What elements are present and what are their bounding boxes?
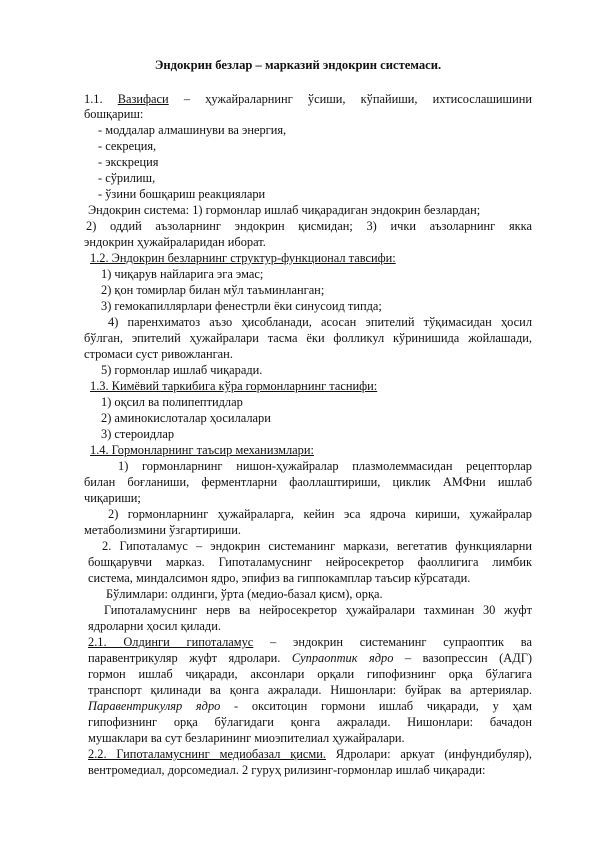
s11-head: Вазифаси xyxy=(117,92,169,106)
s11-cont: бошқариш: xyxy=(84,107,144,121)
s21-line xyxy=(88,699,532,714)
s21-term: Паравентрикуляр ядро xyxy=(88,699,221,713)
s13-item: 2) аминокислоталар ҳосилалари xyxy=(101,411,271,425)
s11-num: 1.1. xyxy=(84,92,118,106)
s12-item: 1) чиқарув найларига эга эмас; xyxy=(101,267,264,281)
s12-item: 3) гемокапиллярлари фенестрли ёки синусоид типда; xyxy=(101,299,382,313)
s22-line xyxy=(88,747,532,762)
s13-item: 1) оқсил ва полипептидлар xyxy=(101,395,243,409)
s11-rest: – ҳужайраларнинг ўсиши, кўпайиши, ихтисослашишини xyxy=(168,92,532,106)
s21-line: транспорт қилинади ва қонга ажралади. Нишонлари: буйрак ва артериялар. xyxy=(88,683,532,697)
s2-line: Гипоталамуснинг нерв ва нейросекретор ҳужайралари тахминан 30 жуфт xyxy=(104,603,532,617)
s22-rest: Ядролари: аркуат (инфундибуляр), xyxy=(325,747,533,761)
s22-line: вентромедиал, дорсомедиал. 2 гуруҳ рилизинг-гормонлар ишлаб чиқаради: xyxy=(88,763,486,777)
s21-text: паравентрикуляр жуфт ядролари. xyxy=(88,651,292,665)
s12-item: 2) қон томирлар билан мўл таъминланган; xyxy=(101,283,325,297)
s13-heading: 1.3. Кимёвий таркибига кўра гормонларнинг таснифи: xyxy=(90,379,378,393)
s11-item: - моддалар алмашинуви ва энергия, xyxy=(98,123,287,137)
s21-rest: – эндокрин системанинг супраоптик ва xyxy=(253,635,532,649)
s14-heading: 1.4. Гормонларнинг таъсир механизмлари: xyxy=(90,443,314,457)
s11-item: - секреция, xyxy=(98,139,157,153)
s2-line: бошқарувчи марказ. Гипоталамуснинг нейросекретор фаоллигига лимбик xyxy=(88,555,532,569)
s2-line: 2. Гипоталамус – эндокрин системанинг маркази, вегетатив функцияларни xyxy=(102,539,532,553)
s11-item: - экскреция xyxy=(98,155,159,169)
s21-line xyxy=(88,651,532,666)
s11-line xyxy=(84,92,532,107)
page-title: Эндокрин безлар – марказий эндокрин системаси. xyxy=(154,58,442,72)
s12-item: 5) гормонлар ишлаб чиқаради. xyxy=(101,363,263,377)
s14-paragraph-line: 1) гормонларнинг нишон-ҳужайралар плазмолеммасидан рецепторлар xyxy=(118,459,532,473)
s21-heading: 2.1. Олдинги гипоталамус xyxy=(88,635,254,649)
s21-line: мушаклари ва сут безларининг миоэпителиал ҳужайралари. xyxy=(88,731,405,745)
s14-paragraph-line: чиқариши; xyxy=(84,491,141,505)
s2-line: система, миндалсимон ядро, эпифиз ва гиппокамплар таъсир кўрсатади. xyxy=(88,571,471,585)
s12-item: 4) паренхиматоз аъзо ҳисобланади, асосан эпителий тўқимасидан ҳосил xyxy=(108,315,532,329)
s14-paragraph-line: билан боғланиши, ферментларни фаоллаштириши, циклик АМФни ишлаб xyxy=(84,475,532,489)
s21-line: гормон ишлаб чиқаради, аксонлари орқали гипофизнинг орқа бўлагига xyxy=(88,667,532,681)
s21-text: - окситоцин гормони ишлаб чиқаради, у ҳам xyxy=(220,699,533,713)
s12-item: бўлган, эпителий ҳужайралари тасма ёки фолликул кўринишида жойлашади, xyxy=(84,331,532,345)
s21-text: – вазопрессин (АДГ) xyxy=(393,651,532,665)
system-line: эндокрин ҳужайраларидан иборат. xyxy=(84,235,266,249)
s11-item: - сўрилиш, xyxy=(98,171,156,185)
s2-line: ядроларни ҳосил қилади. xyxy=(88,619,221,633)
s14-paragraph-line: 2) гормонларнинг ҳужайраларга, кейин эса ядроча кириши, ҳужайралар xyxy=(108,507,532,521)
s21-line xyxy=(88,635,532,650)
system-line: Эндокрин система: 1) гормонлар ишлаб чиқарадиган эндокрин безлардан; xyxy=(88,203,481,217)
s22-heading: 2.2. Гипоталамуснинг медиобазал қисми. xyxy=(88,747,326,761)
s12-item: стромаси суст ривожланган. xyxy=(84,347,233,361)
s21-line: гипофизнинг орқа бўлагидаги қонга ажралади. Нишонлари: бачадон xyxy=(88,715,532,729)
s14-paragraph-line: метаболизмини ўзгартириши. xyxy=(84,523,241,537)
s12-heading: 1.2. Эндокрин безларнинг структур-функционал тавсифи: xyxy=(90,251,396,265)
s2-line: Бўлимлари: олдинги, ўрта (медио-базал қисм), орқа. xyxy=(106,587,383,601)
s13-item: 3) стероидлар xyxy=(101,427,175,441)
s21-term: Супраоптик ядро xyxy=(291,651,394,665)
system-line: 2) оддий аъзоларнинг эндокрин қисмидан; 3) ички аъзоларнинг якка xyxy=(86,219,532,233)
s11-item: - ўзини бошқариш реакциялари xyxy=(98,187,266,201)
